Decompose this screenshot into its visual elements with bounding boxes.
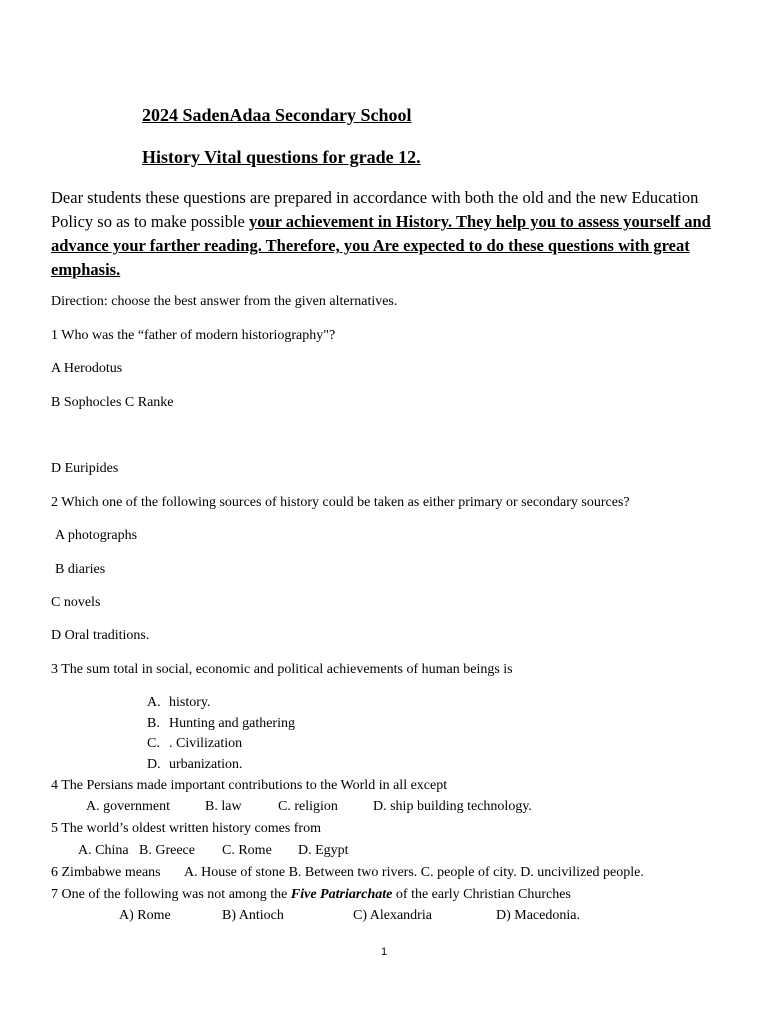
q4-option-d: D. ship building technology. bbox=[373, 799, 532, 814]
question-6: 6 Zimbabwe means bbox=[51, 865, 161, 880]
intro-plain-text: Dear students these questions are prepared in accordance with both the old and the new Education Policy so as to make possible bbox=[51, 188, 699, 231]
q7-option-d: D) Macedonia. bbox=[496, 908, 580, 923]
q1-option-bc: B Sophocles C Ranke bbox=[51, 395, 174, 410]
q7-option-a: A) Rome bbox=[119, 908, 171, 923]
q2-option-c: C novels bbox=[51, 595, 101, 610]
intro-paragraph bbox=[51, 186, 711, 282]
document-subtitle: History Vital questions for grade 12. bbox=[142, 147, 421, 167]
q3-option-a: A. history. bbox=[147, 695, 211, 710]
q5-option-c: C. Rome bbox=[222, 843, 272, 858]
q2-option-d: D Oral traditions. bbox=[51, 628, 150, 643]
q5-option-b: B. Greece bbox=[139, 843, 195, 858]
q3-option-c: C. . Civilization bbox=[147, 736, 243, 751]
q7-emphasis: Five Patriarchate bbox=[290, 887, 393, 902]
question-4: 4 The Persians made important contributions to the World in all except bbox=[51, 778, 448, 793]
question-2: 2 Which one of the following sources of history could be taken as either primary or secondary sources? bbox=[51, 495, 630, 510]
q3-option-b: B. Hunting and gathering bbox=[147, 716, 295, 731]
direction-text: Direction: choose the best answer from the given alternatives. bbox=[51, 294, 398, 309]
q1-option-a: A Herodotus bbox=[51, 361, 123, 376]
q5-option-d: D. Egypt bbox=[298, 843, 349, 858]
q1-option-d: D Euripides bbox=[51, 461, 119, 476]
intro-emphasis-text: your achievement in History. They help you to assess yourself and advance your farther reading. Therefore, you Are expected to do these questions with great emphasis. bbox=[51, 212, 711, 279]
q4-option-a: A. government bbox=[86, 799, 170, 814]
question-7: 7 One of the following was not among the Five Patriarchate of the early Christian Churches bbox=[51, 887, 571, 902]
q4-option-b: B. law bbox=[205, 799, 242, 814]
question-5: 5 The world’s oldest written history comes from bbox=[51, 821, 321, 836]
question-1: 1 Who was the “father of modern historiography"? bbox=[51, 328, 336, 343]
q7-option-b: B) Antioch bbox=[222, 908, 284, 923]
q2-option-a: A photographs bbox=[55, 528, 138, 543]
q2-option-b: B diaries bbox=[55, 562, 106, 577]
page-number: 1 bbox=[381, 946, 388, 958]
q5-option-a: A. China bbox=[78, 843, 129, 858]
q4-option-c: C. religion bbox=[278, 799, 338, 814]
school-title: 2024 SadenAdaa Secondary School bbox=[142, 105, 412, 125]
q7-option-c: C) Alexandria bbox=[353, 908, 432, 923]
q6-options: A. House of stone B. Between two rivers. C. people of city. D. uncivilized people. bbox=[184, 865, 644, 880]
question-3: 3 The sum total in social, economic and political achievements of human beings is bbox=[51, 662, 513, 677]
q3-option-d: D. urbanization. bbox=[147, 757, 243, 772]
